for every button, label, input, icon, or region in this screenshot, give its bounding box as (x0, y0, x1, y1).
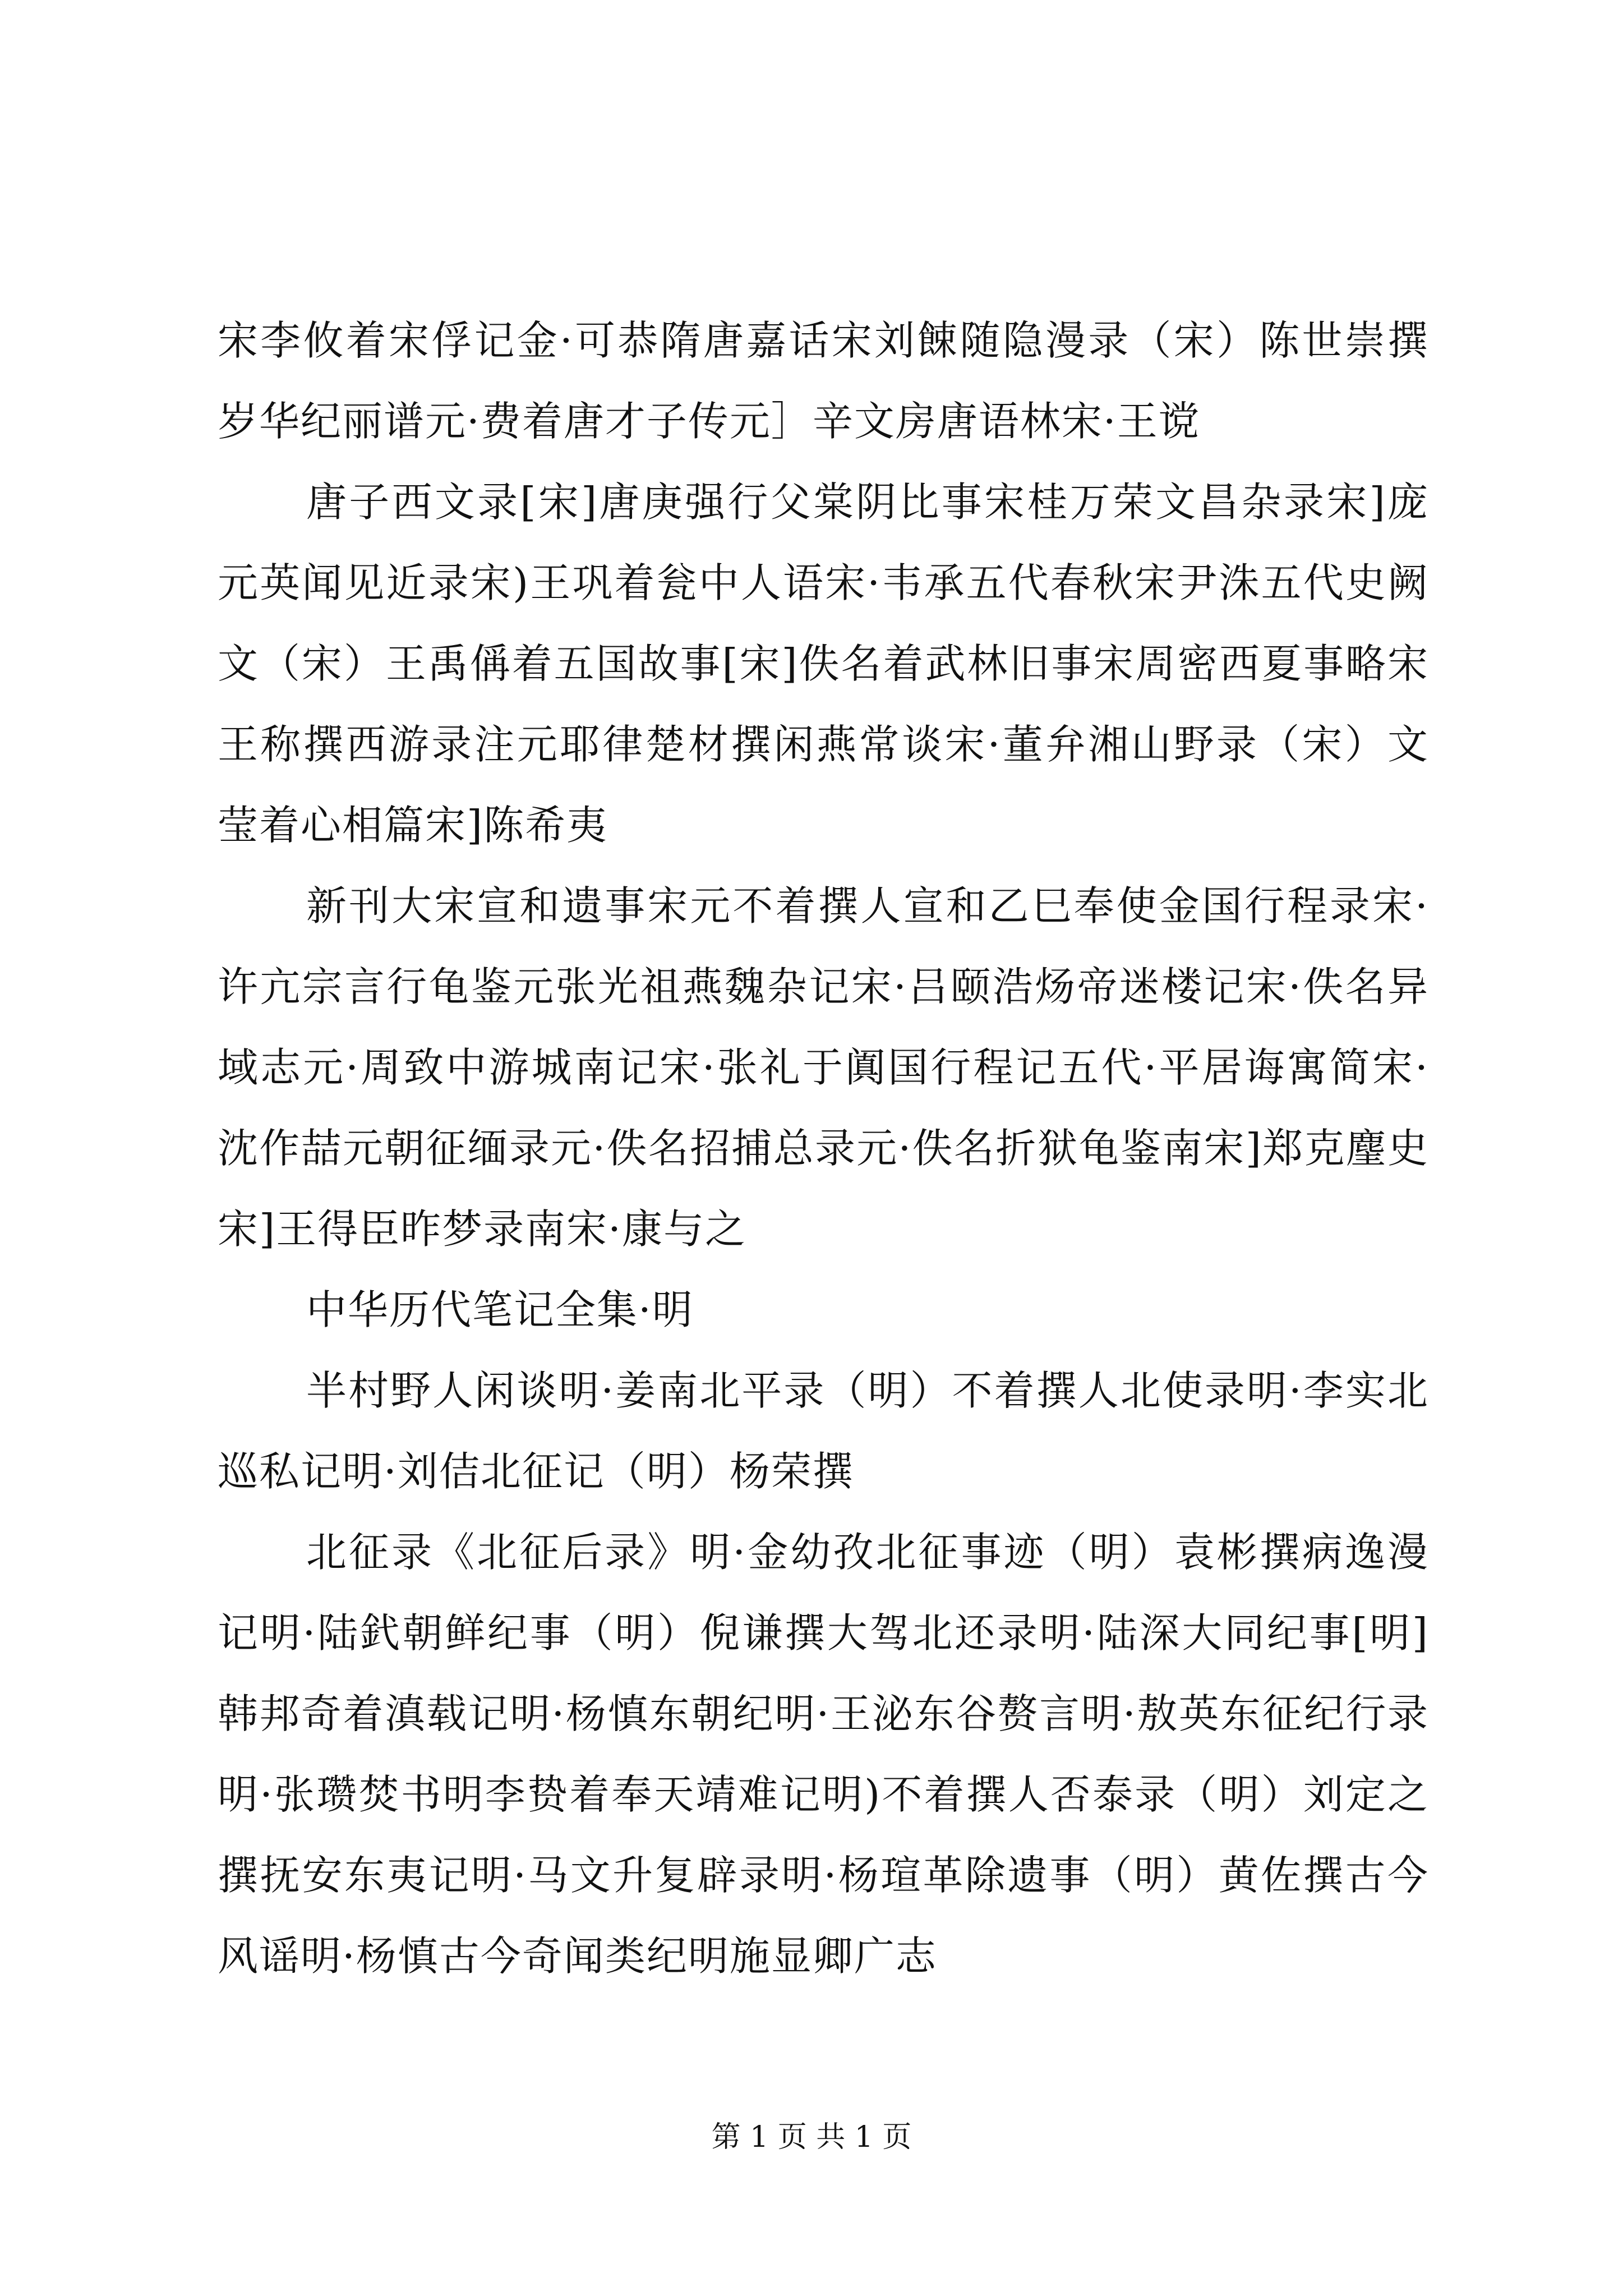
page-footer: 第 1 页 共 1 页 (711, 2120, 912, 2154)
paragraph-5: 半村野人闲谈明·姜南北平录（明）不着撰人北使录明·李实北巡私记明·刘佶北征记（明）杨荣撰 (218, 1367, 1429, 1495)
paragraph-6: 北征录《北征后录》明·金幼孜北征事迹（明）袁彬撰病逸漫记明·陆釴朝鲜纪事（明）倪谦撰大驾北还录明·陆深大同纪事[明]韩邦奇着滇载记明·杨慎东朝纪明·王泌东谷赘言明·敖英东征纪行录明·张瓒焚书明李贽着奉天靖难记明)不着撰人否泰录（明）刘定之撰抚安东夷记明·马文升复辟录明·杨瑄革除遗事（明）黄佐撰古今风谣明·杨慎古今奇闻类纪明施显卿广志 (218, 1529, 1429, 1980)
paragraph-2: 唐子西文录[宋]唐庚强行父棠阴比事宋桂万荣文昌杂录宋]庞元英闻见近录宋)王巩着瓮中人语宋·韦承五代春秋宋尹洙五代史阙文（宋）王禹偁着五国故事[宋]佚名着武林旧事宋周密西夏事略宋王称撰西游录注元耶律楚材撰闲燕常谈宋·董弁湘山野录（宋）文莹着心相篇宋]陈希夷 (218, 478, 1429, 849)
paragraph-3: 新刊大宋宣和遗事宋元不着撰人宣和乙巳奉使金国行程录宋·许亢宗言行龟鉴元张光祖燕魏杂记宋·吕颐浩炀帝迷楼记宋·佚名异域志元·周致中游城南记宋·张礼于阗国行程记五代·平居诲寓简宋·沈作喆元朝征缅录元·佚名招捕总录元·佚名折狱龟鉴南宋]郑克麈史宋]王得臣昨梦录南宋·康与之 (218, 882, 1429, 1253)
paragraph-1: 宋李攸着宋俘记金·可恭隋唐嘉话宋刘餗随隐漫录（宋）陈世崇撰岁华纪丽谱元·费着唐才子传元］辛文房唐语林宋·王谠 (218, 317, 1429, 445)
document-body (218, 300, 1429, 1996)
section-heading: 中华历代笔记全集·明 (306, 1286, 694, 1333)
